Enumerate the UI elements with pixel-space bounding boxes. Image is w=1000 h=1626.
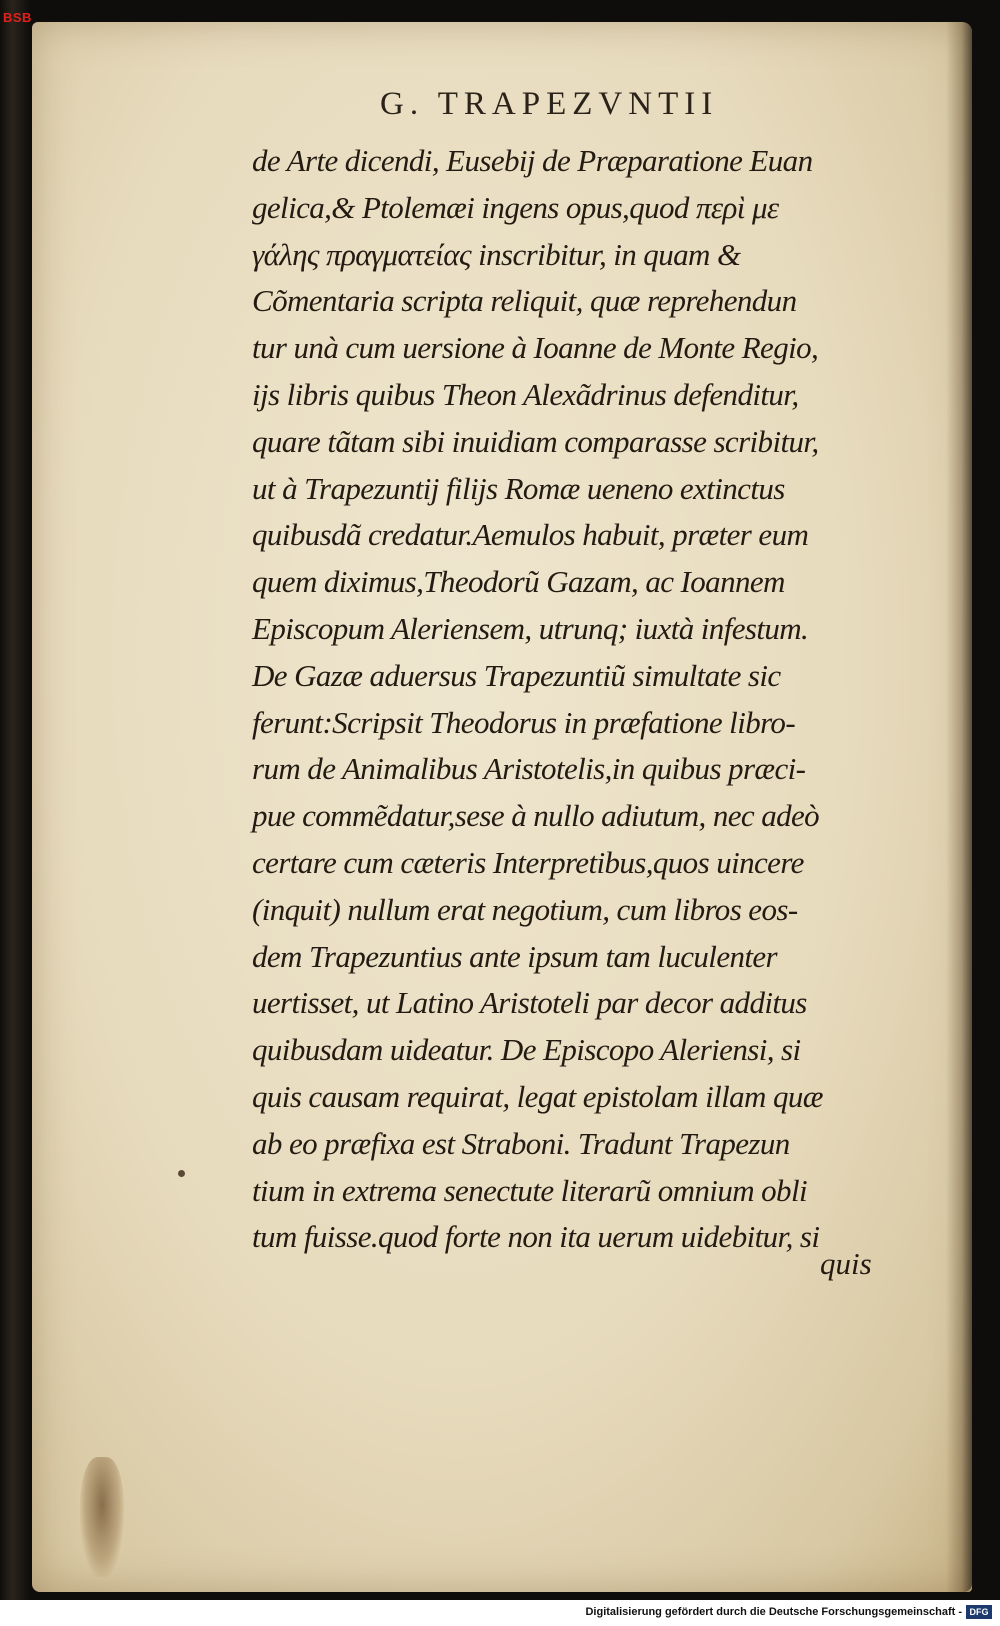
running-head: G. TRAPEZVNTII bbox=[380, 86, 719, 122]
text-line: uertisset, ut Latino Aristoteli par decor additus bbox=[252, 985, 807, 1021]
text-line: gelica,& Ptolemæi ingens opus,quod περὶ με bbox=[252, 189, 779, 225]
text-line: Cõmentaria scripta reliquit, quæ reprehendun bbox=[252, 283, 797, 319]
text-line: tium in extrema senectute literarũ omnium obli bbox=[252, 1172, 807, 1208]
footer-bar bbox=[0, 1600, 1000, 1626]
text-line: quis causam requirat, legat epistolam illam quæ bbox=[252, 1078, 823, 1114]
text-line: (inquit) nullum erat negotium, cum libros eos- bbox=[252, 891, 798, 927]
text-line: quem diximus,Theodorũ Gazam, ac Ioannem bbox=[252, 564, 785, 600]
text-line: quare tãtam sibi inuidiam comparasse scribitur, bbox=[252, 423, 819, 459]
text-line: tur unà cum uersione à Ioanne de Monte Regio, bbox=[252, 330, 819, 366]
text-line: γάλης πραγματείας inscribitur, in quam & bbox=[252, 236, 741, 272]
text-block bbox=[252, 138, 877, 1261]
text-line: De Gazæ aduersus Trapezuntiũ simultate sic bbox=[252, 657, 781, 693]
funding-notice: Digitalisierung gefördert durch die Deutsche Forschungsgemeinschaft - bbox=[585, 1606, 962, 1618]
text-line: ab eo præfixa est Straboni. Tradunt Trapezun bbox=[252, 1125, 790, 1161]
text-line: rum de Animalibus Aristotelis,in quibus præci- bbox=[252, 751, 806, 787]
text-line: de Arte dicendi, Eusebij de Præparatione Euan bbox=[252, 143, 813, 178]
page-edge-shadow bbox=[946, 22, 972, 1592]
text-line: pue commẽdatur,sese à nullo adiutum, nec adeò bbox=[252, 798, 820, 834]
dfg-logo: DFG bbox=[966, 1605, 992, 1619]
catchword: quis bbox=[820, 1246, 872, 1281]
text-line: tum fuisse.quod forte non ita uerum uidebitur, si bbox=[252, 1219, 820, 1255]
text-line: quibusdam uideatur. De Episcopo Aleriensi, si bbox=[252, 1032, 801, 1068]
text-line: quibusdã credatur.Aemulos habuit, præter eum bbox=[252, 517, 809, 553]
ink-dot bbox=[178, 1170, 185, 1177]
text-line: dem Trapezuntius ante ipsum tam luculenter bbox=[252, 938, 778, 974]
text-line: ut à Trapezuntij filijs Romæ ueneno extinctus bbox=[252, 470, 785, 506]
library-mark: BSB bbox=[3, 10, 32, 25]
text-line: ferunt:Scripsit Theodorus in præfatione libro- bbox=[252, 704, 796, 740]
text-line: ijs libris quibus Theon Alexãdrinus defenditur, bbox=[252, 376, 799, 412]
text-line: Episcopum Aleriensem, utrunq; iuxtà infestum. bbox=[252, 610, 809, 646]
paper-stain bbox=[80, 1457, 124, 1577]
text-line: certare cum cæteris Interpretibus,quos uincere bbox=[252, 844, 804, 880]
